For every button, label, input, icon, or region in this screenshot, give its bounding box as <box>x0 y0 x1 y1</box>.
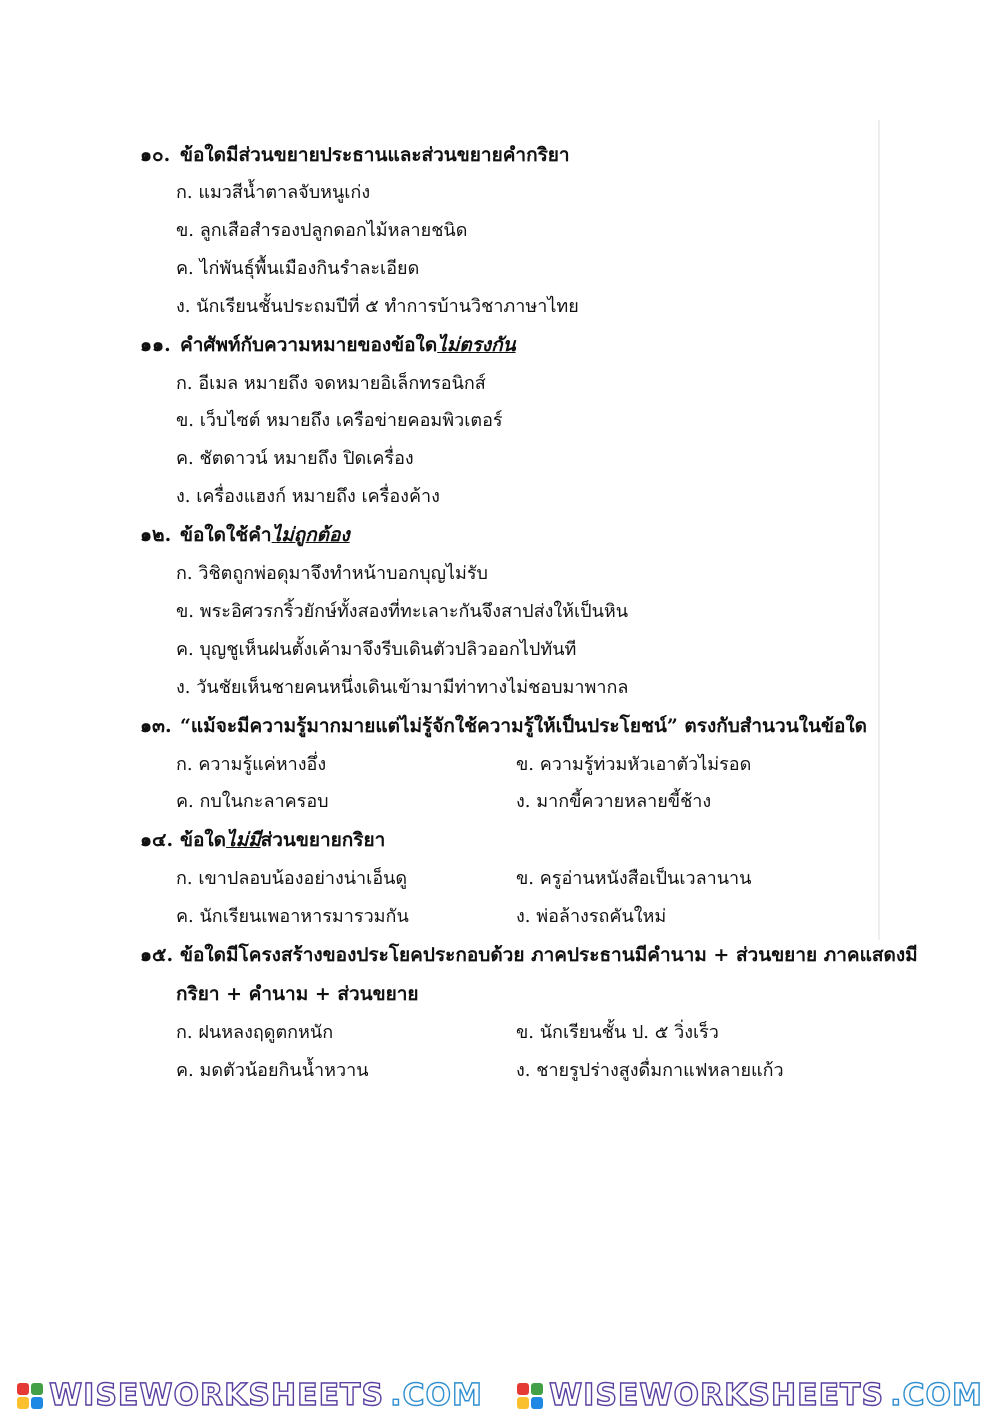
logo-tile <box>31 1397 43 1409</box>
brand-watermark <box>517 1378 983 1413</box>
option: ค. นักเรียนเพอาหารมารวมกัน <box>176 906 409 927</box>
brand-domain: .COM <box>390 1378 483 1413</box>
question-text: ข้อใด <box>180 829 227 851</box>
option: ข. ครูอ่านหนังสือเป็นเวลานาน <box>516 868 752 889</box>
question-text: ข้อใดมีส่วนขยายประธานและส่วนขยายคำกริยา <box>180 144 570 166</box>
brand-name: WISEWORKSHEETS <box>549 1378 885 1413</box>
option: ก. ฝนหลงฤดูตกหนัก <box>176 1022 334 1043</box>
question-text: คำศัพท์กับความหมายของข้อใด <box>180 334 438 356</box>
question-text: ข้อใดมีโครงสร้างของประโยคประกอบด้วย ภาคประธานมีคำนาม + ส่วนขยาย ภาคแสดงมี <box>180 944 918 966</box>
footer-watermark <box>0 1378 1000 1413</box>
question-text: “แม้จะมีความรู้มากมายแต่ไม่รู้จักใช้ความรู้ให้เป็นประโยชน์” ตรงกับสำนวนในข้อใด <box>180 715 867 737</box>
brand-domain: .COM <box>890 1378 983 1413</box>
logo-tile <box>17 1397 29 1409</box>
logo-tile <box>531 1383 543 1395</box>
question-number: ๑๒. <box>140 524 172 546</box>
logo-tile <box>517 1383 529 1395</box>
question-text-continued: กริยา + คำนาม + ส่วนขยาย <box>176 983 419 1005</box>
wiseworksheets-logo-icon <box>17 1383 43 1409</box>
question-11 <box>140 330 880 360</box>
option: ข. ความรู้ท่วมหัวเอาตัวไม่รอด <box>516 754 752 775</box>
option: ข. นักเรียนชั้น ป. ๕ วิ่งเร็ว <box>516 1022 719 1043</box>
question-12 <box>140 520 880 550</box>
option: ค. ไก่พันธุ์พื้นเมืองกินรำละเอียด <box>176 258 420 279</box>
option: ข. ลูกเสือสำรองปลูกดอกไม้หลายชนิด <box>176 220 468 241</box>
option: ง. ชายรูปร่างสูงดื่มกาแฟหลายแก้ว <box>516 1060 784 1081</box>
brand-watermark <box>17 1378 483 1413</box>
logo-tile <box>531 1397 543 1409</box>
question-number: ๑๐. <box>140 144 171 166</box>
emphasis-text: ไม่มี <box>226 829 261 851</box>
option: ก. วิชิตถูกพ่อดุมาจึงทำหน้าบอกบุญไม่รับ <box>176 563 488 584</box>
wiseworksheets-logo-icon <box>517 1383 543 1409</box>
question-number: ๑๑. <box>140 334 171 356</box>
question-10 <box>140 140 880 170</box>
option: ค. บุญชูเห็นฝนตั้งเค้ามาจึงรีบเดินตัวปลิวออกไปทันที <box>176 639 577 660</box>
option: ข. พระอิศวรกริ้วยักษ์ทั้งสองที่ทะเลาะกันจึงสาปส่งให้เป็นหิน <box>176 601 629 622</box>
logo-tile <box>31 1383 43 1395</box>
question-15 <box>140 940 918 970</box>
option: ค. กบในกะลาครอบ <box>176 791 329 812</box>
option: ง. พ่อล้างรถคันใหม่ <box>516 906 667 927</box>
option: ก. แมวสีน้ำตาลจับหนูเก่ง <box>176 182 371 203</box>
option: ง. วันชัยเห็นชายคนหนึ่งเดินเข้ามามีท่าทางไม่ชอบมาพากล <box>176 677 629 698</box>
question-number: ๑๕. <box>140 944 174 966</box>
option: ก. อีเมล หมายถึง จดหมายอิเล็กทรอนิกส์ <box>176 373 486 394</box>
question-number: ๑๔. <box>140 829 174 851</box>
logo-tile <box>17 1383 29 1395</box>
option: ข. เว็บไซต์ หมายถึง เครือข่ายคอมพิวเตอร์ <box>176 410 503 431</box>
option: ง. เครื่องแฮงก์ หมายถึง เครื่องค้าง <box>176 486 440 507</box>
question-text: ข้อใดใช้คำ <box>180 524 272 546</box>
question-text-end: ส่วนขยายกริยา <box>260 829 386 851</box>
option: ก. เขาปลอบน้องอย่างน่าเอ็นดู <box>176 868 408 889</box>
emphasis-text: ไม่ตรงกัน <box>437 334 516 356</box>
emphasis-text: ไม่ถูกต้อง <box>271 524 350 546</box>
option: ค. ชัตดาวน์ หมายถึง ปิดเครื่อง <box>176 448 414 469</box>
option: ค. มดตัวน้อยกินน้ำหวาน <box>176 1060 369 1081</box>
option: ง. มากขี้ควายหลายขี้ช้าง <box>516 791 712 812</box>
question-13 <box>140 711 880 741</box>
logo-tile <box>517 1397 529 1409</box>
option: ง. นักเรียนชั้นประถมปีที่ ๕ ทำการบ้านวิชาภาษาไทย <box>176 296 579 317</box>
question-number: ๑๓. <box>140 715 172 737</box>
question-14 <box>140 825 880 855</box>
brand-name: WISEWORKSHEETS <box>49 1378 385 1413</box>
option: ก. ความรู้แค่หางอึ่ง <box>176 754 327 775</box>
